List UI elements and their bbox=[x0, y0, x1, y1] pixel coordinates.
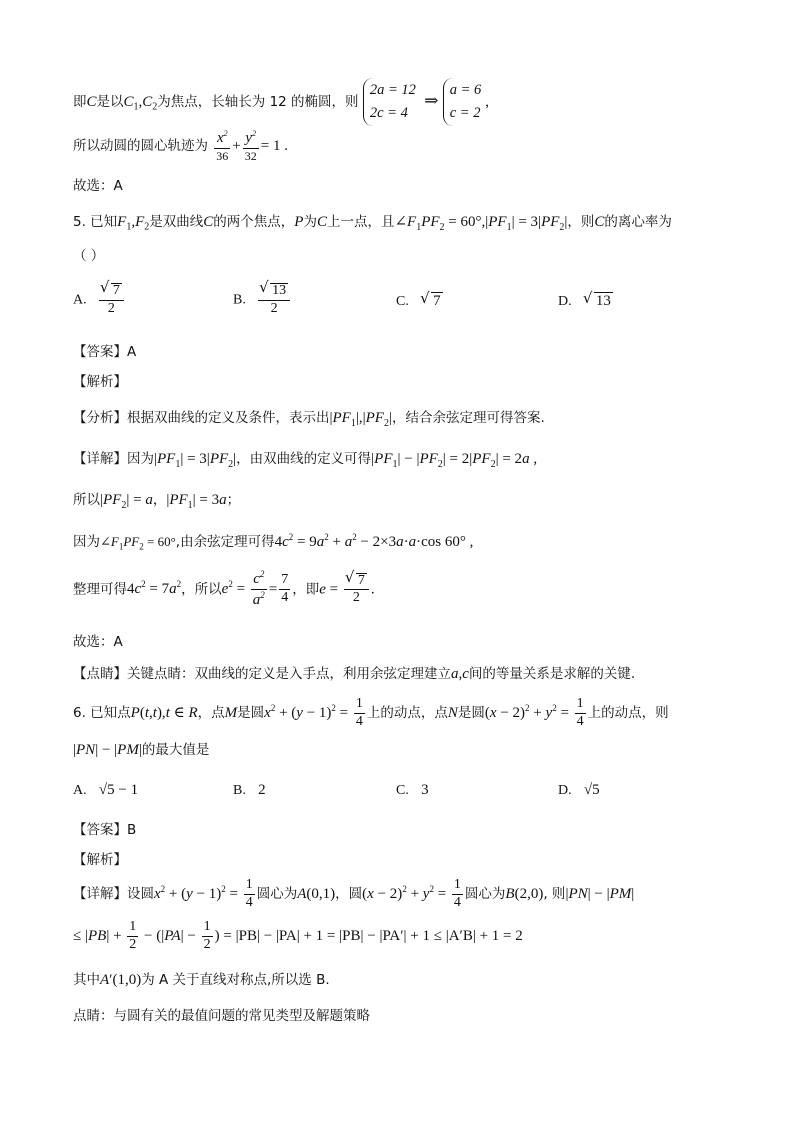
denominator: 2 bbox=[270, 300, 278, 316]
option-text: √5 bbox=[583, 782, 600, 798]
text: ，由双曲线的定义可得 bbox=[236, 451, 372, 467]
question-6-stem-2: |PN| − |PM|的最大值是 bbox=[73, 742, 210, 758]
radicand: 13 bbox=[272, 283, 287, 298]
text: 为焦点，长轴长为 12 的椭圆，则 bbox=[157, 94, 359, 110]
text: , 则 bbox=[543, 886, 566, 903]
radicand: 13 bbox=[595, 293, 611, 309]
jiexi-5: 【解析】 bbox=[73, 374, 127, 390]
option-label: D. bbox=[558, 294, 572, 309]
text: ，结合余弦定理可得答案. bbox=[391, 410, 545, 426]
fenxi-5: 【分析】根据双曲线的定义及条件，表示出$|PF_1|,|PF_2|$，结合余弦定理可得答案. bbox=[73, 410, 545, 429]
text: 是双曲线 bbox=[149, 214, 204, 230]
text: 为 bbox=[303, 214, 317, 230]
text: 的两个焦点， bbox=[213, 214, 295, 230]
option-label: D. bbox=[558, 783, 572, 798]
text: 是圆 bbox=[457, 705, 485, 722]
xiangjie-5: 【详解】因为$|PF_1| = 3|PF_2|$，由双曲线的定义可得$|PF_1| - |PF_2| = 2|PF_2| = 2a$ , bbox=[73, 451, 538, 470]
eq: 2a = 12 bbox=[369, 82, 416, 98]
text: 所以 bbox=[73, 492, 100, 508]
suoyi-5: 所以$|PF_2| = a$，$|PF_1| = 3a$； bbox=[73, 492, 241, 511]
text: 其中 bbox=[73, 972, 100, 988]
option-label: B. bbox=[233, 292, 246, 308]
text: ，所以 bbox=[181, 581, 222, 598]
text: ； bbox=[226, 492, 241, 508]
text: 上的动点，则 bbox=[587, 705, 669, 722]
equation-system bbox=[363, 78, 420, 126]
eq: c = 2 bbox=[449, 105, 481, 121]
option-b[interactable] bbox=[233, 283, 292, 316]
option-label: B. bbox=[233, 783, 246, 798]
text: ，即 bbox=[292, 581, 320, 598]
eq: 2c = 4 bbox=[369, 105, 408, 121]
text: 因为 bbox=[73, 534, 100, 550]
text: 上一点，且 bbox=[326, 214, 395, 230]
text: ，点 bbox=[197, 705, 225, 722]
chain-6: ≤ |PB| + $\frac{1}{2}$ − (|PA| − $\frac{1}{2}$ ) = |PB| − |PA| + 1 = |PB| − |PA′| + 1 ≤ |A′B| + 1 = 2 bbox=[73, 919, 523, 952]
option-text: √5 − 1 bbox=[98, 782, 139, 798]
option-a[interactable] bbox=[73, 283, 126, 316]
dianjing-5: 【点睛】关键点睛：双曲线的定义是入手点，利用余弦定理建立a,c间的等量关系是求解的关键. bbox=[73, 666, 636, 682]
solution-line-locus: 所以动圆的圆心轨迹为 $\frac{x^2}{36}$ + $\frac{y^2}{32}$ = 1 . bbox=[73, 129, 288, 163]
text: 5. 已知 bbox=[73, 214, 118, 230]
equation: = |PB| − |PA| + 1 = |PB| − |PA′| + 1 ≤ |A′B| + 1 = 2 bbox=[223, 928, 523, 945]
text: 6. 已知点 bbox=[73, 705, 131, 722]
answer-6: 【答案】B bbox=[73, 822, 137, 838]
text: 【详解】设圆 bbox=[73, 886, 154, 903]
text: ，圆 bbox=[335, 886, 363, 903]
question-6-stem: 6. 已知点P(t,t),t ∈ R，点M是圆$x^2 + (y - 1)^2$ = $\frac{1}{4}$ 上的动点，点N是圆$(x - 2)^2 + y^2$ = $\frac{1}{4}$ 上的动点，则 bbox=[73, 696, 669, 729]
text: 圆心为 bbox=[256, 886, 298, 903]
qizhong-6: 其中A′(1,0)为 A 关于直线对称点,所以选 B. bbox=[73, 972, 330, 988]
jiexi-6: 【解析】 bbox=[73, 852, 127, 868]
xiangjie-6: 【详解】设圆$x^2 + (y - 1)^2$ = $\frac{1}{4}$ 圆心为A(0,1)，圆$(x - 2)^2 + y^2$ = $\frac{1}{4}$ 圆心为B(2,0), 则|PN| − |PM| bbox=[73, 877, 635, 910]
radicand: 7 bbox=[112, 283, 120, 298]
option-label: C. bbox=[396, 783, 409, 798]
text: 是圆 bbox=[237, 705, 265, 722]
text: 的离心率为 bbox=[604, 214, 672, 230]
zhengli-5: 整理可得$4c^2 = 7a^2$，所以$e^2$ = $\frac{c^2}{a^2}$ = $\frac{7}{4}$ ，即e = √ $\frac{7}{2}$ . bbox=[73, 570, 375, 609]
text: 整理可得 bbox=[73, 581, 127, 598]
text: 是以 bbox=[96, 94, 124, 110]
text: 圆心为 bbox=[464, 886, 506, 903]
text: 【分析】根据双曲线的定义及条件，表示出 bbox=[73, 410, 330, 426]
question-5-stem: 5. 已知$F_1,F_2$是双曲线C的两个焦点，P为C上一点，且$\angle F_1PF_2 = 60^\circ,|PF_1| = 3|PF_2|$，则C的离心率为 bbox=[73, 214, 672, 233]
solution-line-ellipse: 即C是以$C_1,C_2$为焦点，长轴长为 12 的椭圆，则 2a = 12 2c = 4 ⇒ a = 6 c = 2, bbox=[73, 78, 489, 126]
choice-line: 故选：A bbox=[73, 178, 123, 194]
option-c[interactable] bbox=[396, 782, 429, 799]
option-c[interactable] bbox=[396, 292, 443, 310]
option-label: C. bbox=[396, 294, 409, 309]
question-5-paren: （ ） bbox=[73, 248, 105, 264]
option-d[interactable] bbox=[558, 292, 613, 310]
option-a[interactable] bbox=[73, 782, 138, 799]
option-d[interactable] bbox=[558, 782, 600, 799]
eq: a = 6 bbox=[449, 82, 482, 98]
option-label: A. bbox=[73, 783, 87, 798]
option-text: 2 bbox=[258, 782, 266, 798]
dianjing-6: 点睛：与圆有关的最值问题的常见类型及解题策略 bbox=[73, 1008, 370, 1024]
text: 所以动圆的圆心轨迹为 bbox=[73, 138, 208, 155]
text: 【点睛】关键点睛：双曲线的定义是入手点，利用余弦定理建立 bbox=[73, 666, 451, 682]
guxuan-5: 故选：A bbox=[73, 634, 123, 650]
option-b[interactable] bbox=[233, 782, 266, 799]
text: 【详解】因为 bbox=[73, 451, 154, 467]
text: 为 A 关于直线对称点,所以选 B. bbox=[141, 972, 330, 988]
text: 间的等量关系是求解的关键. bbox=[468, 666, 636, 682]
radicand: 7 bbox=[433, 293, 441, 309]
equation-system-result bbox=[443, 78, 486, 126]
option-label: A. bbox=[73, 292, 87, 308]
text: ，则 bbox=[567, 214, 595, 230]
denominator: 2 bbox=[107, 300, 115, 316]
text: 的最大值是 bbox=[141, 742, 210, 758]
text: 即 bbox=[73, 94, 87, 110]
answer-5: 【答案】A bbox=[73, 344, 137, 360]
option-text: 3 bbox=[421, 782, 429, 798]
text: ,由余弦定理可得 bbox=[175, 534, 275, 550]
yinwei-5: 因为$\angle F_1PF_2 = 60^\circ$,由余弦定理可得$4c^2 = 9a^2 + a^2 - 2\times 3a\cdot a\cdot\cos$ 60° , bbox=[73, 532, 474, 552]
text: 上的动点，点 bbox=[366, 705, 448, 722]
equation: = 1 . bbox=[260, 138, 288, 155]
